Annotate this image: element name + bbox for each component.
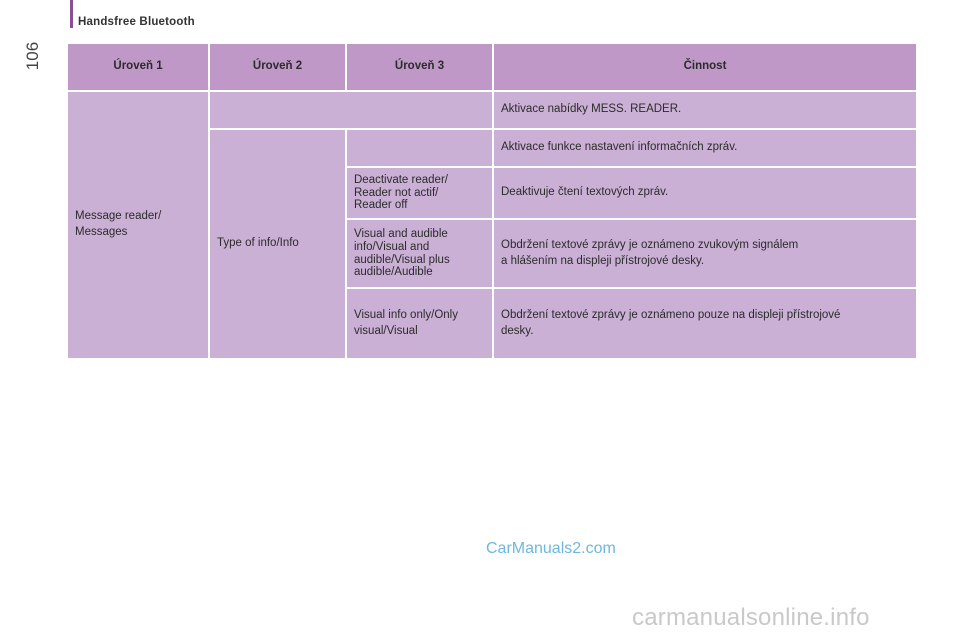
menu-table bbox=[68, 44, 916, 358]
table-header-level-2: Úroveň 2 bbox=[210, 44, 345, 90]
table-cell-empty bbox=[347, 130, 492, 166]
table-cell-action: Deaktivuje čtení textových zpráv. bbox=[494, 168, 916, 218]
page-number: 106 bbox=[23, 41, 42, 71]
table-cell-level1-message-reader: Message reader/ Messages bbox=[68, 92, 208, 358]
watermark-carmanualsonline: carmanualsonline.info bbox=[632, 604, 870, 631]
table-cell-action: Obdržení textové zprávy je oznámeno pouze na displeji přístrojové desky. bbox=[494, 289, 916, 358]
table-header-level-1: Úroveň 1 bbox=[68, 44, 208, 90]
table-cell-level3-option: Visual and audible info/Visual and audible/Visual plus audible/Audible bbox=[347, 220, 492, 287]
table-header-action: Činnost bbox=[494, 44, 916, 90]
section-title: Handsfree Bluetooth bbox=[78, 16, 195, 28]
table-header-level-3: Úroveň 3 bbox=[347, 44, 492, 90]
table-cell-empty bbox=[210, 92, 492, 128]
table-cell-level3-option: Visual info only/Only visual/Visual bbox=[347, 289, 492, 358]
table-cell-action: Aktivace nabídky MESS. READER. bbox=[494, 92, 916, 128]
watermark-carmanuals2: CarManuals2.com bbox=[486, 540, 616, 557]
table-cell-level3-option: Deactivate reader/ Reader not actif/ Reader off bbox=[347, 168, 492, 218]
table-cell-action: Obdržení textové zprávy je oznámeno zvukovým signálem a hlášením na displeji přístrojové desky. bbox=[494, 220, 916, 287]
section-accent-bar bbox=[70, 0, 73, 28]
table-cell-level2-type-of-info: Type of info/Info bbox=[210, 130, 345, 358]
table-cell-action: Aktivace funkce nastavení informačních zpráv. bbox=[494, 130, 916, 166]
